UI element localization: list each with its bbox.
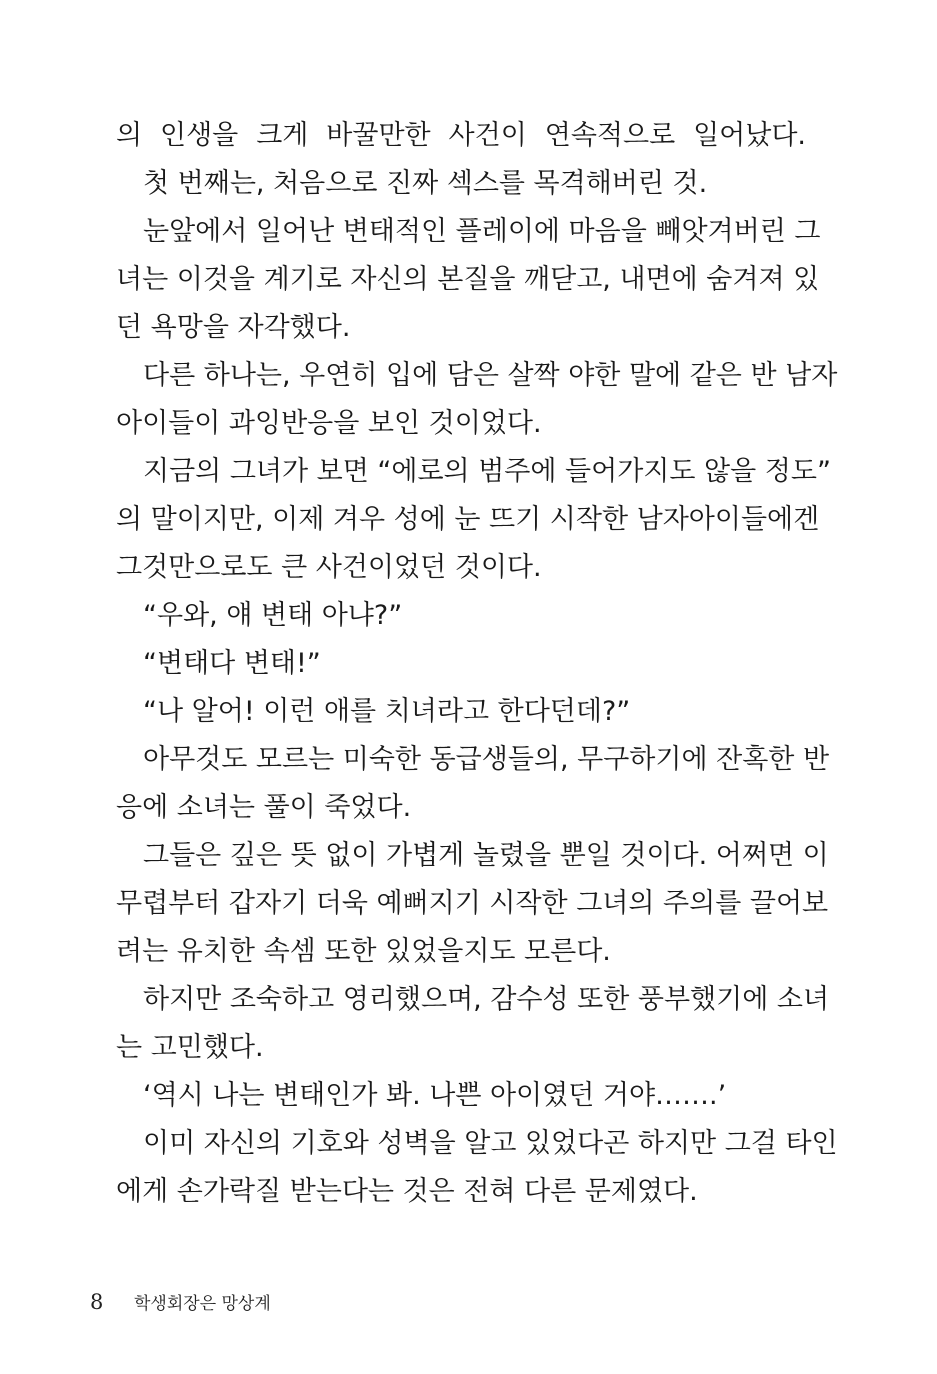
text-line: 하지만 조숙하고 영리했으며, 감수성 또한 풍부했기에 소녀 bbox=[143, 984, 830, 1015]
text-line: 그것만으로도 큰 사건이었던 것이다. bbox=[116, 552, 542, 583]
text-line: “변태다 변태!” bbox=[143, 648, 321, 679]
text-line: 그들은 깊은 뜻 없이 가볍게 놀렸을 뿐일 것이다. 어쩌면 이 bbox=[143, 840, 829, 871]
page-number: 8 bbox=[90, 1290, 104, 1314]
text-line: 무렵부터 갑자기 더욱 예뻐지기 시작한 그녀의 주의를 끌어보 bbox=[116, 888, 829, 919]
text-line: “나 알어! 이런 애를 치녀라고 한다던데?” bbox=[143, 696, 631, 727]
text-line: 에게 손가락질 받는다는 것은 전혀 다른 문제였다. bbox=[116, 1176, 698, 1207]
text-line: 아무것도 모르는 미숙한 동급생들의, 무구하기에 잔혹한 반 bbox=[143, 744, 830, 775]
text-line: 녀는 이것을 계기로 자신의 본질을 깨닫고, 내면에 숨겨져 있 bbox=[116, 264, 820, 295]
body-text bbox=[116, 112, 838, 1216]
text-line: 의 말이지만, 이제 겨우 성에 눈 뜨기 시작한 남자아이들에겐 bbox=[116, 504, 820, 535]
text-line: 다른 하나는, 우연히 입에 담은 살짝 야한 말에 같은 반 남자 bbox=[143, 360, 838, 391]
text-line: 지금의 그녀가 보면 “에로의 범주에 들어가지도 않을 정도” bbox=[143, 456, 831, 487]
text-line: “우와, 얘 변태 아냐?” bbox=[143, 600, 403, 631]
text-line: 눈앞에서 일어난 변태적인 플레이에 마음을 빼앗겨버린 그 bbox=[143, 216, 821, 247]
text-line: 의 인생을 크게 바꿀만한 사건이 연속적으로 일어났다. bbox=[116, 120, 806, 151]
page-footer bbox=[90, 1290, 271, 1314]
text-line: ‘역시 나는 변태인가 봐. 나쁜 아이였던 거야…….’ bbox=[143, 1080, 727, 1111]
text-line: 려는 유치한 속셈 또한 있었을지도 모른다. bbox=[116, 936, 611, 967]
running-title: 학생회장은 망상계 bbox=[134, 1294, 271, 1314]
text-line: 는 고민했다. bbox=[116, 1032, 264, 1063]
text-line: 첫 번째는, 처음으로 진짜 섹스를 목격해버린 것. bbox=[143, 168, 708, 199]
text-line: 이미 자신의 기호와 성벽을 알고 있었다곤 하지만 그걸 타인 bbox=[143, 1128, 838, 1159]
text-line: 아이들이 과잉반응을 보인 것이었다. bbox=[116, 408, 542, 439]
text-line: 던 욕망을 자각했다. bbox=[116, 312, 351, 343]
text-line: 응에 소녀는 풀이 죽었다. bbox=[116, 792, 412, 823]
